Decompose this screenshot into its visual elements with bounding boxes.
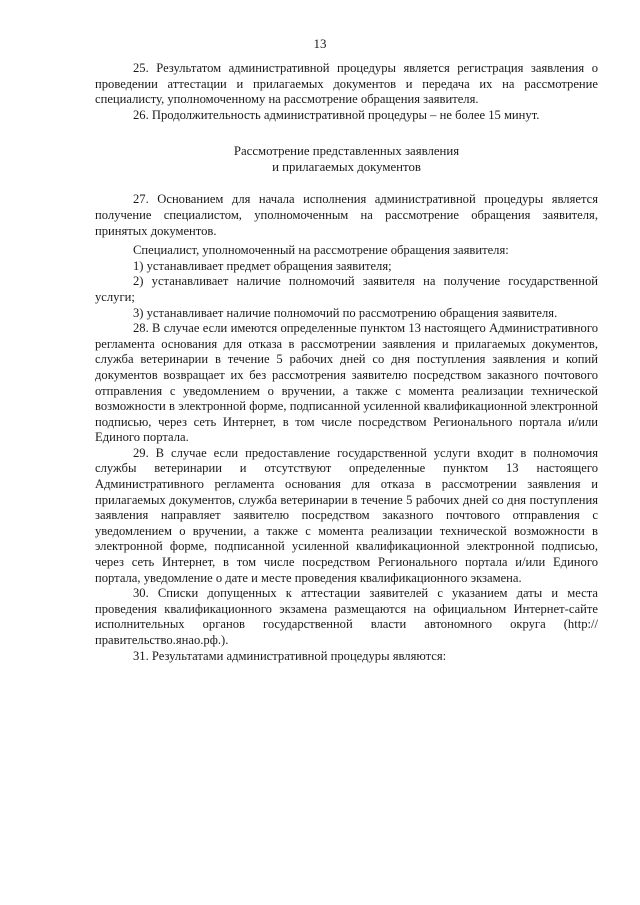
paragraph-26: 26. Продолжительность административной процедуры – не более 15 минут. <box>133 107 540 122</box>
paragraph-27: 27. Основанием для начала исполнения административной процедуры является получение специалистом, уполномоченным на рассмотрение обращения заявителя, принятых документов. <box>95 192 598 238</box>
paragraph-30: 30. Списки допущенных к аттестации заявителей с указанием даты и места проведения квалификационного экзамена размещаются на официальном Интернет-сайте исполнительных органов государственной власти автономного округа (http://правительство.янао.рф.). <box>95 586 598 647</box>
section-heading-line-1: Рассмотрение представленных заявления <box>233 144 460 159</box>
section-heading <box>95 143 598 175</box>
paragraph-31: 31. Результатами административной процедуры являются: <box>133 648 447 663</box>
page-number: 13 <box>313 36 327 51</box>
paragraph-25: 25. Результатом административной процедуры является регистрация заявления о проведении аттестации и прилагаемых документов и передача их на рассмотрение специалисту, уполномоченному на рассмотрение обращения заявителя. <box>95 61 598 107</box>
paragraph-28: 28. В случае если имеются определенные пунктом 13 настоящего Административного регламента основания для отказа в рассмотрении заявления и прилагаемых документов, служба ветеринарии в течение 5 рабочих дней со дня поступления заявления и копий документов возвращает их без рассмотрения заявителю посредством заказного почтового отправления с уведомлением о вручении, а также с момента реализации технической возможности в электронной форме, подписанной усиленной квалификационной электронной подписью, через сеть Интернет, в том числе посредством Регионального портала и/или Единого портала. <box>95 321 598 445</box>
paragraph-29: 29. В случае если предоставление государственной услуги входит в полномочия службы ветеринарии и отсутствуют определенные пунктом 13 настоящего Административного регламента основания для отказа в рассмотрении заявления и прилагаемых документов, служба ветеринарии в течение 5 рабочих дней со дня поступления заявления направляет заявителю посредством заказного почтового отправления с уведомлением о вручении, а также с момента реализации технической возможности в электронной форме, подписанной усиленной квалификационной электронной подписью, через сеть Интернет, в том числе посредством Регионального портала и/или Единого портала, уведомление о дате и месте проведения квалификационного экзамена. <box>95 445 598 585</box>
list-item-2: 2) устанавливает наличие полномочий заявителя на получение государственной услуги; <box>95 274 598 304</box>
document-body <box>95 61 598 664</box>
list-item-3: 3) устанавливает наличие полномочий по рассмотрению обращения заявителя. <box>133 305 558 320</box>
list-item-1: 1) устанавливает предмет обращения заявителя; <box>133 258 392 273</box>
section-heading-line-2: и прилагаемых документов <box>272 160 421 175</box>
paragraph-specialist-intro: Специалист, уполномоченный на рассмотрение обращения заявителя: <box>133 243 509 258</box>
